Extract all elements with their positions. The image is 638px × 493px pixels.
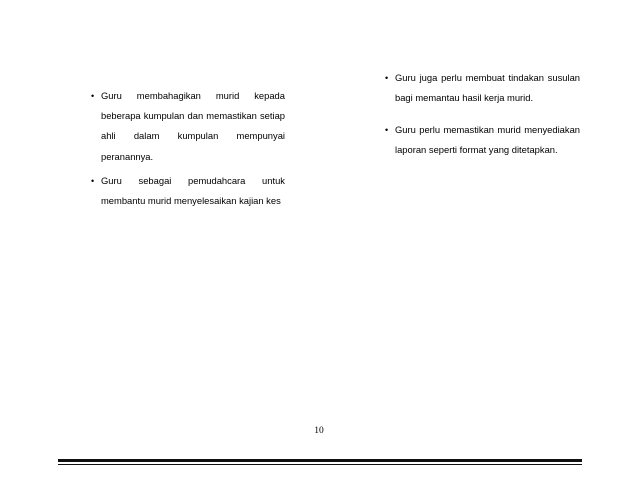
bullet-item: [385, 68, 580, 108]
footer-rule-thin: [58, 464, 582, 465]
bullet-marker: •: [385, 125, 389, 135]
bullet-text: Guru perlu memastikan murid menyediakan laporan seperti format yang ditetapkan.: [395, 124, 580, 156]
bullet-item: [91, 171, 285, 211]
bullet-marker: •: [385, 73, 389, 83]
footer-rule-thick: [58, 459, 582, 462]
bullet-marker: •: [91, 176, 95, 186]
bullet-text: Guru membahagikan murid kepada beberapa kumpulan dan memastikan setiap ahli dalam kumpulan mempunyai peranannya.: [101, 90, 285, 162]
bullet-marker: •: [91, 91, 95, 101]
bullet-item: [385, 120, 580, 160]
bullet-text: Guru sebagai pemudahcara untuk membantu murid menyelesaikan kajian kes: [101, 175, 285, 207]
bullet-item: [91, 86, 285, 167]
page-number: 10: [314, 426, 324, 436]
bullet-text: Guru juga perlu membuat tindakan susulan bagi memantau hasil kerja murid.: [395, 72, 580, 104]
